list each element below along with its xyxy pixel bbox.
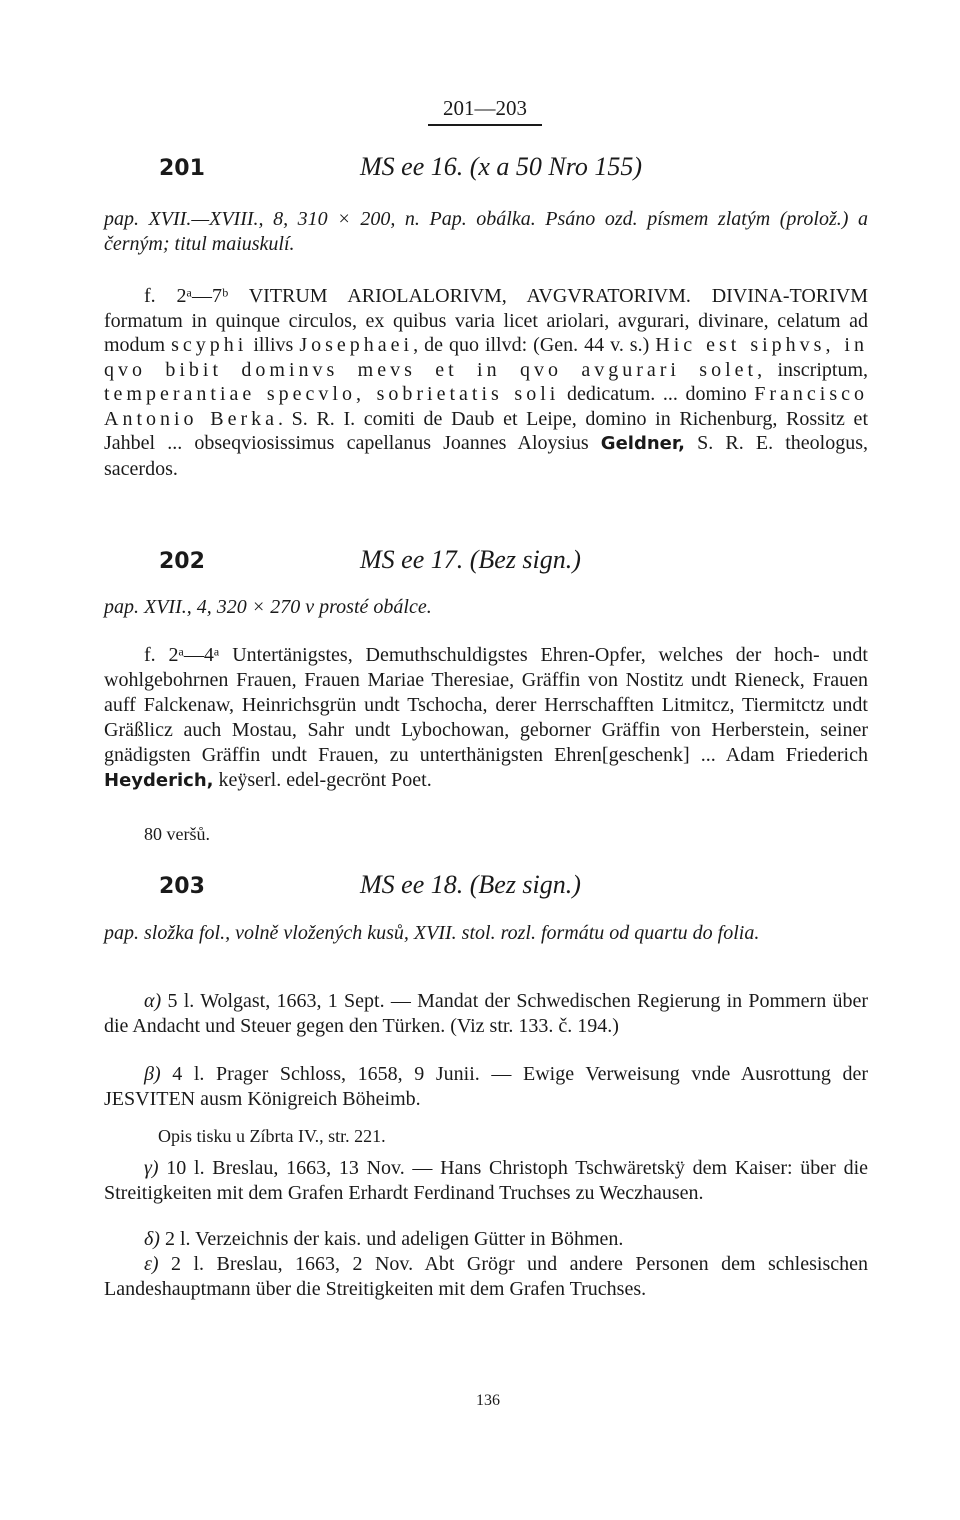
- entry-203-item-beta-note: Opis tisku u Zíbrta IV., str. 221.: [158, 1126, 386, 1146]
- spaced-text: Hic est siphvs, in qvo bibit dominvs mevs et in qvo avgurari solet: [104, 334, 868, 381]
- entry-203-item-epsilon: [104, 1252, 868, 1302]
- content-text: S. R. E. theologus, sacerdos.: [104, 432, 869, 480]
- item-text: 4 l. Prager Schloss, 1658, 9 Junii. — Ewige Verweisung vnde Ausrottung der JESVITEN ausm Königreich Böheimb.: [104, 1063, 868, 1110]
- content-text: , de quo illvd: (Gen. 44 v. s.): [413, 334, 656, 356]
- entry-201-content: [104, 284, 868, 481]
- item-mark: δ): [144, 1228, 160, 1250]
- entry-203-heading: [104, 870, 868, 910]
- content-text: , inscriptum,: [757, 358, 869, 381]
- entry-number: 202: [159, 549, 205, 574]
- content-text: dedicatum. ... domino: [559, 383, 755, 405]
- entry-201-physical: pap. XVII.—XVIII., 8, 310 × 200, n. Pap. obálka. Psáno ozd. písmem zlatým (prolož.) a černým; titul maiuskulí.: [104, 208, 868, 255]
- spaced-text: temperantiae specvlo, sobrietatis soli: [104, 383, 560, 405]
- spaced-text: scyphi: [171, 334, 248, 356]
- entry-signature: MS ee 18. (Bez sign.): [360, 870, 581, 899]
- item-text: 2 l. Breslau, 1663, 2 Nov. Abt Grögr und andere Personen dem schlesischen Landeshauptmann über die Streitigkeiten mit dem Grafen Truchses.: [104, 1253, 868, 1300]
- item-text: 10 l. Breslau, 1663, 13 Nov. — Hans Christoph Tschwäretskÿ dem Kaiser: über die Streitigkeiten mit dem Grafen Erhardt Ferdinand Truchses zu Weczhausen.: [104, 1157, 868, 1204]
- page-number: 136: [476, 1392, 500, 1409]
- item-text: 2 l. Verzeichnis der kais. und adeligen Gütter in Böhmen.: [164, 1228, 624, 1250]
- entry-number: 201: [159, 156, 205, 181]
- item-text: 5 l. Wolgast, 1663, 1 Sept. — Mandat der Schwedischen Regierung in Pommern über die Andacht und Steuer gegen den Türken. (Viz str. 133. č. 194.): [104, 990, 869, 1037]
- entry-202-heading: [104, 545, 868, 585]
- entry-203-item-alpha: [104, 989, 868, 1039]
- content-text: keÿserl. edel-gecrönt Poet.: [213, 769, 432, 791]
- entry-201-heading: [104, 152, 868, 192]
- content-text: f. 2ᵃ—7ᵇ VITRUM ARIOLALORIVM, AVGVRATORIVM. DIVINA-TORIVM formatum in quinque circulos, ex quibus varia licet ariolari, avgurari, divinare, celatum ad modum: [104, 285, 868, 356]
- item-mark: γ): [144, 1157, 159, 1179]
- item-mark: ε): [144, 1253, 159, 1275]
- entry-203-item-delta: [104, 1227, 868, 1252]
- entry-203-item-beta: [104, 1062, 868, 1112]
- entry-202-content: [104, 643, 868, 793]
- author-name: Geldner,: [600, 433, 685, 454]
- spaced-text: Francisco Antonio Berka: [104, 383, 869, 430]
- item-mark: β): [144, 1063, 161, 1085]
- entry-202-note: 80 veršů.: [144, 824, 210, 844]
- entry-signature: MS ee 16. (x a 50 Nro 155): [360, 152, 643, 181]
- entry-203-physical: pap. složka fol., volně vložených kusů, XVII. stol. rozl. formátu od quartu do folia.: [104, 922, 760, 944]
- content-text: illivs: [247, 334, 300, 356]
- spaced-text: Josephaei: [299, 334, 414, 356]
- author-name: Heyderich,: [104, 770, 214, 791]
- item-mark: α): [144, 990, 162, 1012]
- entry-203-item-gamma: [104, 1156, 868, 1206]
- entry-number: 203: [159, 874, 205, 899]
- running-head: 201—203: [428, 94, 542, 126]
- content-text: f. 2ᵃ—4ᵃ Untertänigstes, Demuthschuldigstes Ehren-Opfer, welches der hoch- undt wohlgebohrnen Frauen, Frauen Mariae Theresiae, Gräffin von Nostitz undt Rieneck, Frauen auff Falckenaw, Heinrichsgrün undt Tschocha, derer Herrschafften Litmitcz, Tiermitctz undt Gräßlicz auch Mostau, Sahr undt Lybochowan, geborner Gräffin von Herberstein, seiner gnädigsten Gräffin undt Frauen, zu unterthänigsten Ehren[geschenk] ... Adam Friederich: [104, 644, 868, 766]
- content-text: . S. R. I. comiti de Daub et Leipe, domino in Richenburg, Rossitz et Jahbel ... obseqviosissimus capellanus Joannes Aloysius: [104, 407, 868, 454]
- entry-202-physical: pap. XVII., 4, 320 × 270 v prosté obálce.: [104, 596, 432, 618]
- entry-signature: MS ee 17. (Bez sign.): [360, 545, 581, 574]
